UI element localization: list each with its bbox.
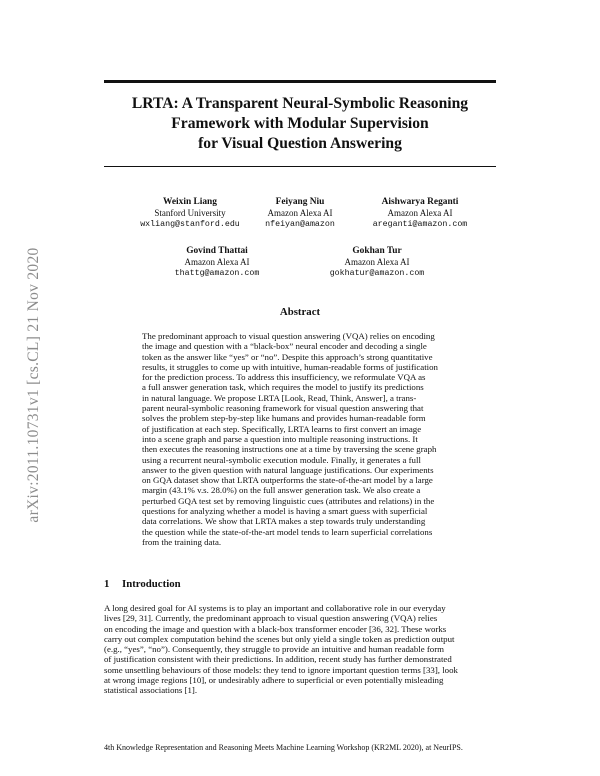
abstract-line: for the prediction process. To address this insufficiency, we reformulate VQA as	[142, 372, 426, 383]
author-block	[322, 245, 432, 279]
author-block	[132, 196, 248, 230]
abstract-line: data correlations. We show that LRTA makes a step towards truly understanding	[142, 516, 426, 527]
arxiv-stamp: arXiv:2011.10731v1 [cs.CL] 21 Nov 2020	[25, 247, 42, 523]
abstract-line: perturbed GQA test set by removing linguistic cues (attributes and relations) in the	[142, 495, 435, 506]
intro-line: some unsettling behaviours of those models: they tend to ignore important question terms [33], look	[104, 664, 458, 675]
abstract-line: parent neural-symbolic reasoning framework for visual question answering that	[142, 403, 424, 414]
abstract-line: in natural language. We propose LRTA [Look, Read, Think, Answer], a trans-	[142, 392, 417, 403]
author-email: gokhatur@amazon.com	[329, 269, 425, 278]
abstract-heading: Abstract	[279, 306, 321, 318]
abstract-line: a full answer generation task, which requires the model to justify its predictions	[142, 382, 424, 393]
abstract-body	[142, 331, 458, 547]
abstract-line: the image and question with a “black-box” neural encoder and decoding a single	[142, 341, 427, 352]
intro-line: carry out complex computation behind the scenes but only yield a single token as prediction output	[104, 633, 455, 644]
intro-line: at wrong image regions [10], or undesirably adhere to superficial or even potentially misleading	[104, 675, 444, 686]
author-email: wxliang@stanford.edu	[140, 220, 240, 229]
abstract-line: answer to the given question with natural language justifications. Our experiments	[142, 464, 434, 475]
author-block	[360, 196, 480, 230]
abstract-line: using a recurrent neural-symbolic execution module. Finally, it generates a full	[142, 454, 421, 465]
author-name: Weixin Liang	[163, 197, 217, 207]
title-line: Framework with Modular Supervision	[171, 115, 429, 132]
author-name: Govind Thattai	[186, 246, 248, 256]
abstract-line: token as the answer like “yes” or “no”. Despite this approach’s strong quantitative	[142, 351, 433, 362]
abstract-line: results, it struggles to come up with intuitive, human-readable forms of justification	[142, 361, 438, 372]
title-line: LRTA: A Transparent Neural-Symbolic Reasoning	[131, 95, 469, 112]
section-number: 1	[104, 578, 110, 590]
intro-line: (e.g., “yes”, “no”). Consequently, they struggle to provide an intuitive and human readable form	[104, 644, 445, 655]
author-email: thattg@amazon.com	[174, 269, 260, 278]
paper-title	[96, 94, 504, 154]
author-name: Gokhan Tur	[352, 246, 402, 256]
author-affiliation: Amazon Alexa AI	[267, 208, 333, 218]
intro-line: statistical associations [1].	[104, 685, 198, 696]
abstract-line: solves the problem step-by-step like humans and provides human-readable form	[142, 413, 426, 424]
introduction-body	[104, 603, 496, 696]
abstract-line: questions for analyzing whether a model is having a smart guess with superficial	[142, 506, 428, 517]
intro-line: on encoding the image and question with a black-box transformer encoder [36, 32]. These works	[104, 623, 447, 634]
author-affiliation: Stanford University	[154, 208, 226, 218]
abstract-line: of justification at each step. Specifically, LRTA learns to first convert an image	[142, 423, 422, 434]
author-name: Aishwarya Reganti	[381, 197, 459, 207]
section-title: Introduction	[122, 578, 181, 590]
intro-line: lives [29, 31]. Currently, the predominant approach to visual question answering (VQA) relies	[104, 613, 438, 624]
abstract-line: on GQA dataset show that LRTA outperforms the state-of-the-art model by a large	[142, 475, 433, 486]
abstract-line: then executes the reasoning instructions one at a time by traversing the scene graph	[142, 444, 437, 455]
footnote: 4th Knowledge Representation and Reasoning Meets Machine Learning Workshop (KR2ML 2020), at NeurIPS.	[104, 743, 463, 752]
title-top-rule	[104, 80, 496, 83]
author-affiliation: Amazon Alexa AI	[344, 257, 410, 267]
author-affiliation: Amazon Alexa AI	[387, 208, 453, 218]
author-affiliation: Amazon Alexa AI	[184, 257, 250, 267]
section-heading	[104, 577, 181, 591]
intro-line: A long desired goal for AI systems is to play an important and collaborative role in our everyday	[104, 603, 446, 613]
title-line: for Visual Question Answering	[198, 135, 402, 152]
intro-line: of justification consistent with their predictions. In addition, recent study has further demonstrated	[104, 654, 452, 665]
author-email: nfeiyan@amazon	[265, 220, 335, 229]
abstract-line: into a scene graph and parse a question into multiple reasoning instructions. It	[142, 433, 418, 444]
abstract-line: from the training data.	[142, 536, 222, 547]
author-block	[162, 245, 272, 279]
title-bottom-rule	[104, 166, 496, 167]
author-block	[254, 196, 346, 230]
author-name: Feiyang Niu	[275, 197, 325, 207]
abstract-line: margin (43.1% v.s. 28.0%) on the full answer generation task. We also create a	[142, 485, 421, 496]
abstract-line: The predominant approach to visual question answering (VQA) relies on encoding	[142, 331, 435, 341]
author-email: areganti@amazon.com	[372, 220, 468, 229]
abstract-line: the question while the state-of-the-art model tends to learn superficial correlations	[142, 526, 433, 537]
